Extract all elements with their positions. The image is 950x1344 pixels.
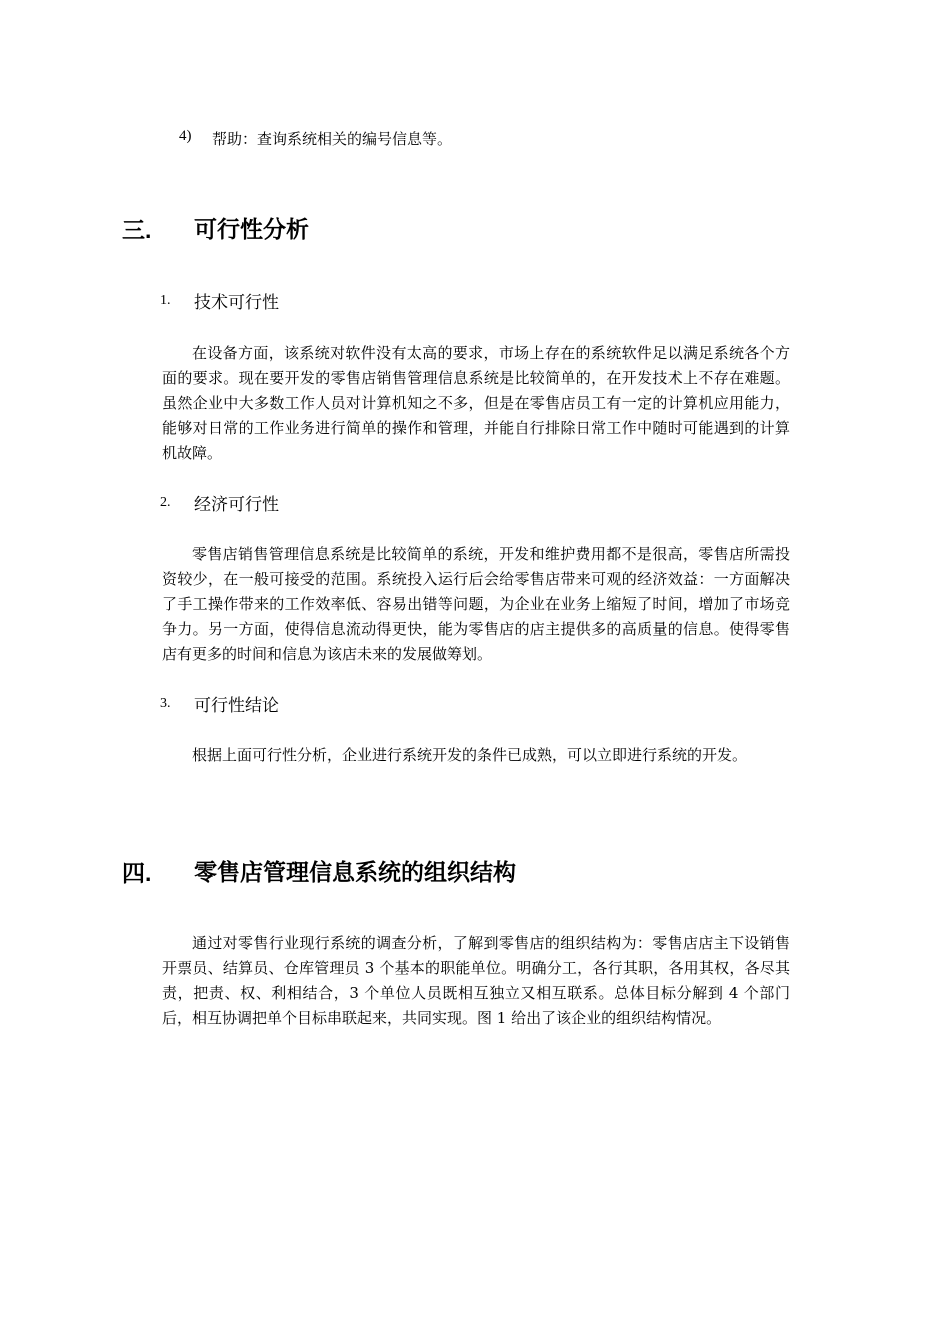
subsection-number: 3.: [160, 696, 171, 711]
subsection-title: 可行性结论: [194, 696, 279, 716]
paragraph: 通过对零售行业现行系统的调查分析，了解到零售店的组织结构为：零售店店主下设销售开票员、结算员、仓库管理员 3 个基本的职能单位。明确分工，各行其职，各用其权，各尽其责，把责、权、利相结合，3 个单位人员既相互独立又相互联系。总体目标分解到 4 个部门后，相互协调把单个目标串联起来，共同实现。图 1 给出了该企业的组织结构情况。: [162, 934, 790, 1027]
paragraph: 根据上面可行性分析，企业进行系统开发的条件已成熟，可以立即进行系统的开发。: [192, 746, 748, 764]
subsection-number: 2.: [160, 495, 171, 510]
subsection-title: 经济可行性: [194, 495, 279, 515]
subsection-title: 技术可行性: [194, 293, 279, 313]
section-number: 三.: [122, 217, 152, 243]
section-number: 四.: [122, 860, 152, 886]
subsection-number: 1.: [160, 293, 171, 308]
list-item-number: 4): [179, 128, 192, 144]
section-title: 可行性分析: [194, 217, 309, 243]
list-item-text: 帮助：查询系统相关的编号信息等。: [212, 130, 453, 148]
section-title: 零售店管理信息系统的组织结构: [194, 860, 516, 886]
paragraph: 在设备方面，该系统对软件没有太高的要求，市场上存在的系统软件足以满足系统各个方面的要求。现在要开发的零售店销售管理信息系统是比较简单的，在开发技术上不存在难题。虽然企业中大多数工作人员对计算机知之不多，但是在零售店员工有一定的计算机应用能力，能够对日常的工作业务进行简单的操作和管理，并能自行排除日常工作中随时可能遇到的计算机故障。: [162, 344, 790, 462]
paragraph: 零售店销售管理信息系统是比较简单的系统，开发和维护费用都不是很高，零售店所需投资较少，在一般可接受的范围。系统投入运行后会给零售店带来可观的经济效益：一方面解决了手工操作带来的工作效率低、容易出错等问题，为企业在业务上缩短了时间，增加了市场竞争力。另一方面，使得信息流动得更快，能为零售店的店主提供多的高质量的信息。使得零售店有更多的时间和信息为该店未来的发展做筹划。: [162, 545, 790, 663]
